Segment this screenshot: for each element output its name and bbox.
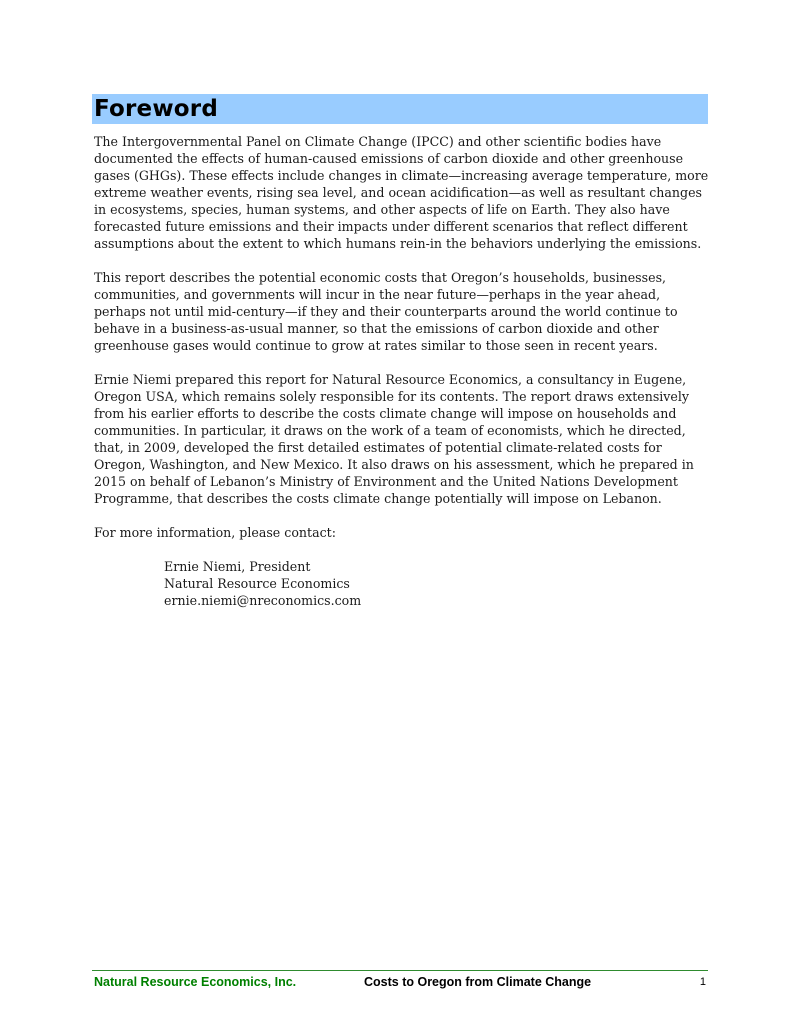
paragraph-report-scope: This report describes the potential economic costs that Oregon’s households, businesses, communities, and governments will incur in the near future—perhaps in the year ahead, perhaps not until mid-century—if they and their counterparts around the world continue to behave in a business-as-usual manner, so that the emissions of carbon dioxide and other greenhouse gases would continue to grow at rates similar to those seen in recent years.	[94, 270, 678, 353]
footer-divider	[92, 970, 708, 971]
heading-bar	[92, 94, 708, 124]
paragraph-ipcc: The Intergovernmental Panel on Climate Change (IPCC) and other scientific bodies have documented the effects of human-caused emissions of carbon dioxide and other greenhouse gases (GHGs). These effects include changes in climate—increasing average temperature, more extreme weather events, rising sea level, and ocean acidification—as well as resultant changes in ecosystems, species, human systems, and other aspects of life on Earth. They also have forecasted future emissions and their impacts under different scenarios that reflect different assumptions about the extent to which humans rein-in the behaviors underlying the emissions.	[94, 134, 709, 251]
page-footer	[94, 973, 708, 991]
contact-block	[164, 558, 710, 609]
footer-page-number: 1	[699, 976, 706, 988]
contact-name: Ernie Niemi, President	[164, 559, 311, 574]
paragraph-author: Ernie Niemi prepared this report for Natural Resource Economics, a consultancy in Eugene, Oregon USA, which remains solely responsible for its contents. The report draws extensively from his earlier efforts to describe the costs climate change will impose on households and communities. In particular, it draws on the work of a team of economists, which he directed, that, in 2009, developed the first detailed estimates of potential climate-related costs for Oregon, Washington, and New Mexico. It also draws on his assessment, which he prepared in 2015 on behalf of Lebanon’s Ministry of Environment and the United Nations Development Programme, that describes the costs climate change potentially will impose on Lebanon.	[94, 372, 694, 506]
body-text	[94, 133, 710, 609]
footer-organization: Natural Resource Economics, Inc.	[94, 975, 297, 989]
page-title: Foreword	[94, 96, 218, 122]
paragraph-contact-intro: For more information, please contact:	[94, 525, 336, 540]
contact-organization: Natural Resource Economics	[164, 576, 350, 591]
footer-document-title: Costs to Oregon from Climate Change	[364, 975, 592, 989]
contact-email[interactable]: ernie.niemi@nreconomics.com	[164, 593, 362, 608]
